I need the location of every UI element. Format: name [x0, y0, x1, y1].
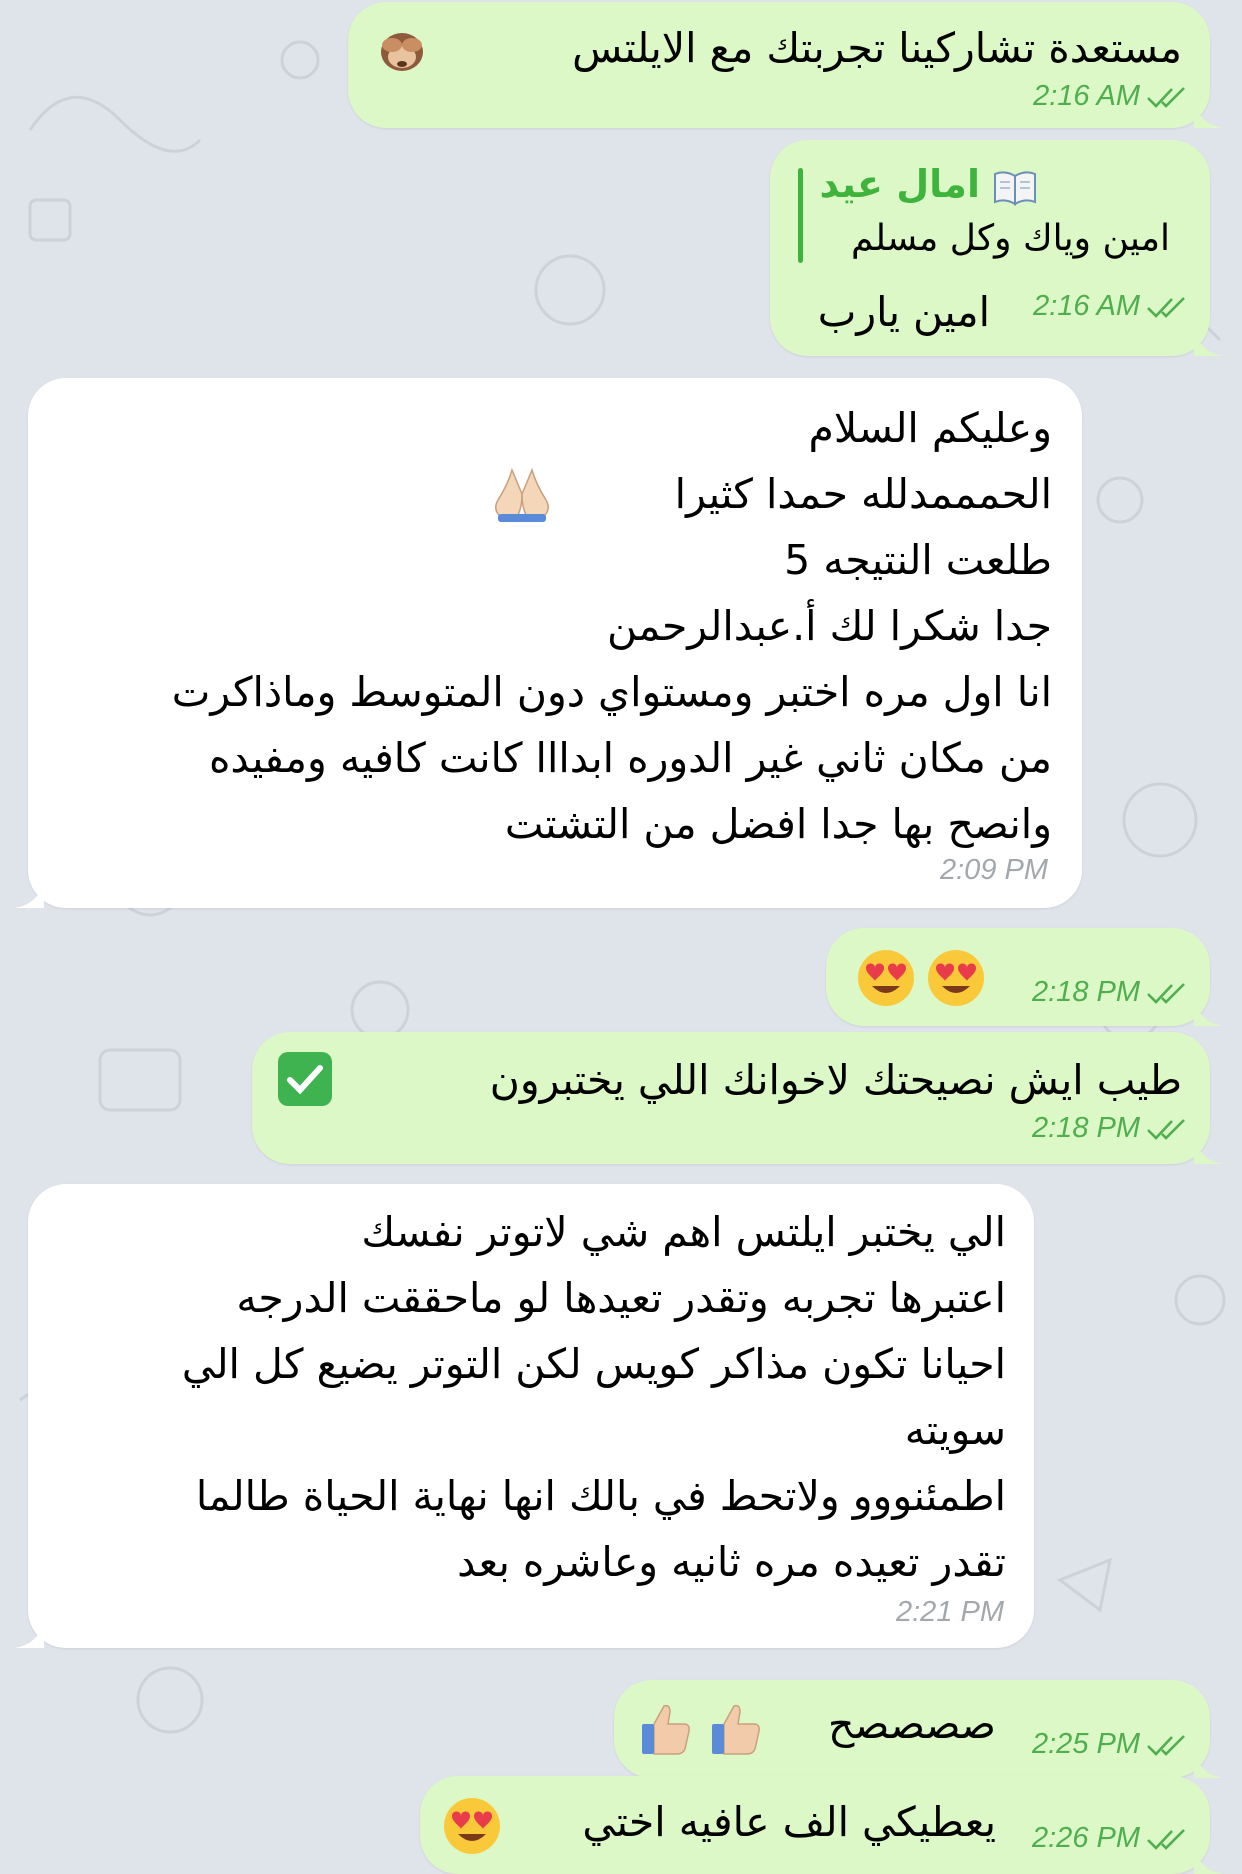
open-book-icon — [992, 168, 1038, 206]
double-check-icon — [1146, 296, 1188, 320]
folded-hands-icon — [490, 466, 554, 522]
reply-quoted-text: امين وياك وكل مسلم — [851, 218, 1170, 259]
message-line: انا اول مره اختبر ومستواي دون المتوسط وماذاكرت — [171, 668, 1052, 716]
check-mark-icon — [276, 1050, 334, 1108]
message-time: 2:09 PM — [940, 854, 1048, 886]
message-line: سويته — [904, 1406, 1006, 1454]
message-time: 2:25 PM — [1032, 1728, 1140, 1760]
message-time: 2:16 AM — [1033, 80, 1140, 112]
message-text: امين يارب — [817, 288, 990, 336]
thumbs-up-icon — [706, 1698, 766, 1758]
message-text: طيب ايش نصيحتك لاخوانك اللي يختبرون — [489, 1056, 1182, 1104]
heart-eyes-icon — [442, 1796, 502, 1856]
message-line: اعتبرها تجربه وتقدر تعيدها لو ماحققت الدرجه — [236, 1274, 1006, 1322]
message-text: يعطيكي الف عافيه اختي — [582, 1798, 996, 1846]
double-check-icon — [1146, 1734, 1188, 1758]
double-check-icon — [1146, 86, 1188, 110]
outgoing-message[interactable] — [420, 1776, 1210, 1874]
message-line: اطمئنووو ولاتحط في بالك انها نهاية الحياة طالما — [195, 1472, 1006, 1520]
message-time: 2:21 PM — [896, 1596, 1004, 1628]
incoming-message[interactable] — [28, 378, 1082, 908]
see-no-evil-monkey-icon — [376, 22, 428, 74]
message-line: وانصح بها جدا افضل من التشتت — [504, 800, 1052, 848]
heart-eyes-icon — [926, 948, 986, 1008]
message-time: 2:18 PM — [1032, 976, 1140, 1008]
message-line: تقدر تعيده مره ثانيه وعاشره بعد — [457, 1538, 1006, 1586]
double-check-icon — [1146, 982, 1188, 1006]
double-check-icon — [1146, 1118, 1188, 1142]
outgoing-message[interactable] — [348, 2, 1210, 128]
message-line: وعليكم السلام — [808, 404, 1052, 452]
message-time: 2:26 PM — [1032, 1822, 1140, 1854]
incoming-message[interactable] — [28, 1184, 1034, 1648]
outgoing-emoji-message[interactable] — [826, 928, 1210, 1026]
outgoing-reply-message[interactable] — [770, 140, 1210, 356]
outgoing-message[interactable] — [252, 1032, 1210, 1164]
double-check-icon — [1146, 1828, 1188, 1852]
message-line: من مكان ثاني غير الدوره ابدااا كانت كافيه ومفيده — [208, 734, 1052, 782]
reply-sender-name: امال عيد — [819, 162, 980, 206]
message-line: جدا شكرا لك أ.عبدالرحمن — [607, 602, 1052, 650]
thumbs-up-icon — [636, 1698, 696, 1758]
message-line: الي يختبر ايلتس اهم شي لاتوتر نفسك — [361, 1208, 1006, 1256]
outgoing-message[interactable] — [614, 1680, 1210, 1778]
message-text: صصصصح — [828, 1700, 996, 1748]
message-line: احيانا تكون مذاكر كويس لكن التوتر يضيع كل الي — [181, 1340, 1006, 1388]
message-time: 2:18 PM — [1032, 1112, 1140, 1144]
message-text: مستعدة تشاركينا تجربتك مع الايلتس — [572, 24, 1182, 72]
heart-eyes-icon — [856, 948, 916, 1008]
message-line: الحمممدلله حمدا كثيرا — [674, 470, 1052, 518]
message-line: طلعت النتيجه 5 — [784, 536, 1052, 584]
reply-accent-bar — [798, 168, 803, 263]
message-time: 2:16 AM — [1033, 290, 1140, 322]
